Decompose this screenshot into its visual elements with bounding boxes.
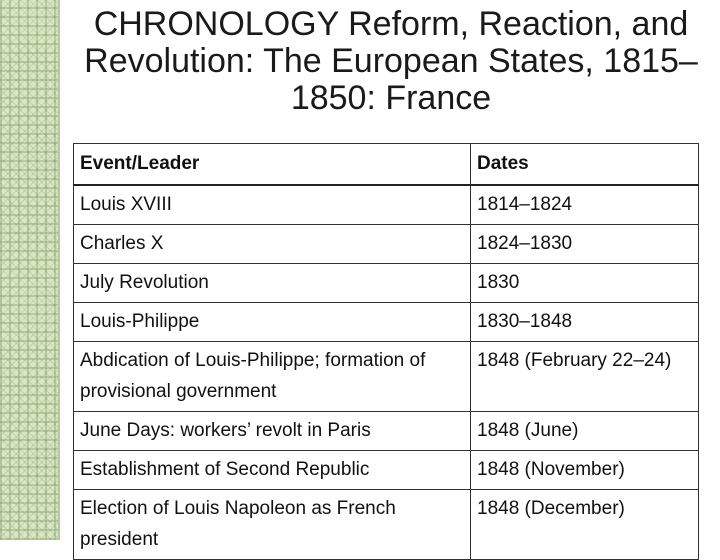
table-row: [74, 412, 699, 451]
table-row: [74, 490, 699, 560]
table-row: [74, 225, 699, 264]
event-cell: June Days: workers’ revolt in Paris: [74, 412, 471, 451]
date-cell: 1848 (November): [471, 451, 699, 490]
table-row: [74, 185, 699, 225]
event-cell: Louis-Philippe: [74, 303, 471, 342]
event-cell: Charles X: [74, 225, 471, 264]
date-cell: 1848 (June): [471, 412, 699, 451]
table-row: [74, 303, 699, 342]
date-cell: 1824–1830: [471, 225, 699, 264]
table-header-row: [74, 144, 699, 186]
date-cell: 1814–1824: [471, 185, 699, 225]
slide-title: CHRONOLOGY Reform, Reaction, and Revolution: The European States, 1815–1850: France: [84, 5, 698, 117]
event-cell: Abdication of Louis-Philippe; formation of provisional government: [74, 342, 471, 412]
chronology-table: [73, 143, 699, 560]
event-cell: July Revolution: [74, 264, 471, 303]
event-cell: Establishment of Second Republic: [74, 451, 471, 490]
header-event-leader: Event/Leader: [74, 144, 471, 186]
table-row: [74, 342, 699, 412]
date-cell: 1848 (December): [471, 490, 699, 560]
date-cell: 1848 (February 22–24): [471, 342, 699, 412]
event-cell: Election of Louis Napoleon as French president: [74, 490, 471, 560]
header-dates: Dates: [471, 144, 699, 186]
date-cell: 1830: [471, 264, 699, 303]
table-row: [74, 451, 699, 490]
decorative-border: [0, 0, 60, 540]
event-cell: Louis XVIII: [74, 185, 471, 225]
date-cell: 1830–1848: [471, 303, 699, 342]
table-row: [74, 264, 699, 303]
